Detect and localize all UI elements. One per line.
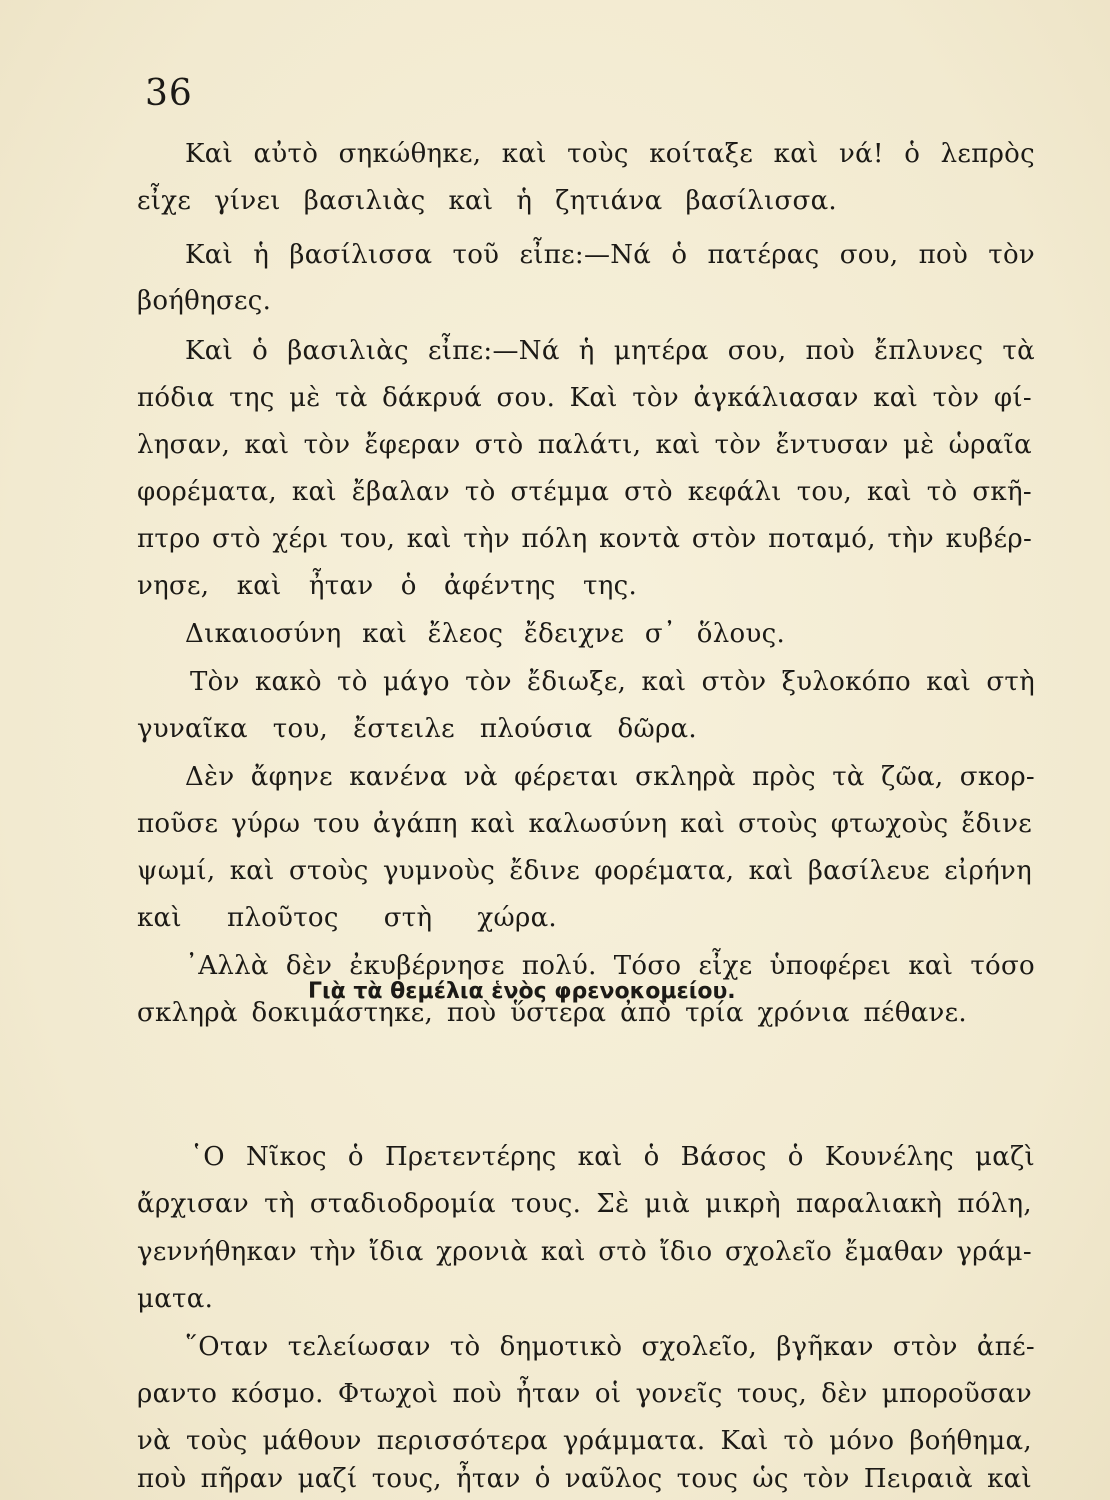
text-line: Καὶ ἡ βασίλισσα τοῦ εἶπε:—Νά ὁ πατέρας σου, ποὺ τὸν (185, 240, 1036, 270)
page-number: 36 (145, 73, 193, 114)
text-line: ματα. (137, 1284, 214, 1314)
text-line: σκληρὰ δοκιμάστηκε, ποὺ ὕστερα ἀπὸ τρία χρόνια πέθανε. (137, 998, 967, 1028)
text-line: νὰ τοὺς μάθουν περισσότερα γράμματα. Καὶ τὸ μόνο βοήθημα, (137, 1426, 1032, 1456)
text-line: πόδια της μὲ τὰ δάκρυά σου. Καὶ τὸν ἀγκάλιασαν καὶ τὸν φί- (137, 383, 1032, 413)
text-line: λησαν, καὶ τὸν ἔφεραν στὸ παλάτι, καὶ τὸν ἔντυσαν μὲ ὡραῖα (137, 430, 1032, 460)
text-line: πτρο στὸ χέρι του, καὶ τὴν πόλη κοντὰ στὸν ποταμό, τὴν κυβέρ- (137, 524, 1033, 554)
text-line: Δὲν ἄφηνε κανένα νὰ φέρεται σκληρὰ πρὸς τὰ ζῶα, σκορ- (185, 762, 1035, 792)
text-line: Καὶ αὐτὸ σηκώθηκε, καὶ τοὺς κοίταξε καὶ νά! ὁ λεπρὸς (185, 139, 1035, 169)
text-line: βοήθησες. (137, 286, 272, 316)
text-line: ᾽Αλλὰ δὲν ἐκυβέρνησε πολύ. Τόσο εἶχε ὑποφέρει καὶ τόσο (185, 951, 1035, 981)
section-heading: Γιὰ τὰ θεμέλια ἑνὸς φρενοκομείου. (308, 979, 736, 1004)
text-line: εἶχε γίνει βασιλιὰς καὶ ἡ ζητιάνα βασίλισσα. (137, 186, 837, 216)
text-line: ἄρχισαν τὴ σταδιοδρομία τους. Σὲ μιὰ μικρὴ παραλιακὴ πόλη, (137, 1189, 1032, 1219)
text-line: γεννήθηκαν τὴν ἴδια χρονιὰ καὶ στὸ ἴδιο σχολεῖο ἔμαθαν γράμ- (137, 1237, 1032, 1267)
text-line: ῾Ο Νῖκος ὁ Πρετεντέρης καὶ ὁ Βάσος ὁ Κουνέλης μαζὶ (190, 1142, 1035, 1172)
text-line: Καὶ ὁ βασιλιὰς εἶπε:—Νά ἡ μητέρα σου, ποὺ ἔπλυνες τὰ (185, 336, 1035, 366)
text-line: ψωμί, καὶ στοὺς γυμνοὺς ἔδινε φορέματα, καὶ βασίλευε εἰρήνη (137, 856, 1033, 886)
text-line: ποῦσε γύρω του ἀγάπη καὶ καλωσύνη καὶ στοὺς φτωχοὺς ἔδινε (137, 809, 1032, 839)
text-line: Τὸν κακὸ τὸ μάγο τὸν ἔδιωξε, καὶ στὸν ξυλοκόπο καὶ στὴ (190, 667, 1035, 697)
text-line: ποὺ πῆραν μαζί τους, ἦταν ὁ ναῦλος τους ὡς τὸν Πειραιὰ καὶ (137, 1464, 1032, 1494)
text-line: φορέματα, καὶ ἔβαλαν τὸ στέμμα στὸ κεφάλι του, καὶ τὸ σκῆ- (137, 477, 1032, 507)
text-line: νησε, καὶ ἦταν ὁ ἀφέντης της. (137, 571, 638, 601)
text-line: ραντο κόσμο. Φτωχοὶ ποὺ ἦταν οἱ γονεῖς τους, δὲν μποροῦσαν (137, 1379, 1032, 1409)
text-line: γυναῖκα του, ἔστειλε πλούσια δῶρα. (137, 714, 697, 744)
text-line: Δικαιοσύνη καὶ ἔλεος ἔδειχνε σ᾽ ὅλους. (185, 619, 786, 649)
text-line: ῞Οταν τελείωσαν τὸ δημοτικὸ σχολεῖο, βγῆκαν στὸν ἀπέ- (185, 1332, 1035, 1362)
text-line: καὶ πλοῦτος στὴ χώρα. (137, 903, 557, 933)
